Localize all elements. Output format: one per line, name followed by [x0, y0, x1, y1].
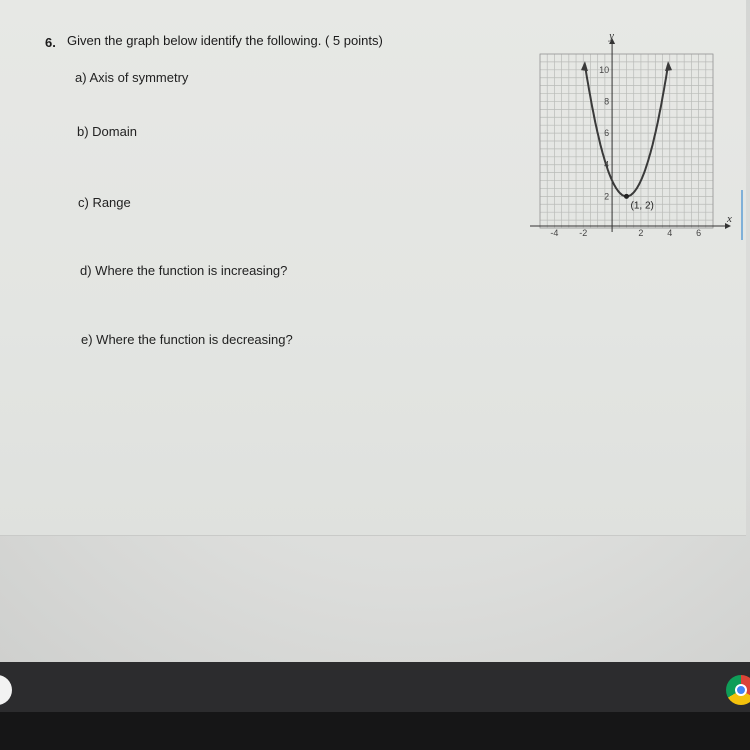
- parabola-graph: [528, 30, 738, 240]
- y-tick-label: 10: [599, 64, 610, 75]
- scrollbar[interactable]: [741, 190, 743, 240]
- y-tick-label: 6: [604, 128, 610, 139]
- question-number: 6.: [45, 35, 56, 50]
- part-c-label: c) Range: [78, 195, 131, 210]
- x-tick-label: 2: [638, 228, 644, 238]
- part-d-label: d) Where the function is increasing?: [80, 263, 288, 278]
- y-tick-label: 2: [604, 191, 610, 202]
- y-tick-label: 8: [604, 96, 610, 107]
- x-tick-label: -4: [550, 228, 559, 238]
- question-text: Given the graph below identify the following. ( 5 points): [67, 33, 383, 48]
- curve-arrow-left: [581, 61, 588, 71]
- y-axis-label: y: [609, 30, 614, 42]
- x-tick-label: 6: [696, 228, 702, 238]
- vertex-point: [624, 194, 629, 199]
- part-b-label: b) Domain: [77, 124, 137, 139]
- y-tick-label: 4: [604, 159, 610, 170]
- taskbar: [0, 662, 750, 712]
- x-axis-label: x: [727, 213, 732, 225]
- vertex-label: (1, 2): [630, 200, 654, 212]
- x-tick-label: -2: [579, 228, 588, 238]
- part-e-label: e) Where the function is decreasing?: [81, 332, 293, 347]
- part-a-label: a) Axis of symmetry: [75, 70, 189, 85]
- curve-arrow-right: [665, 61, 672, 71]
- bottom-bezel: [0, 712, 750, 750]
- chrome-icon[interactable]: [726, 675, 750, 705]
- x-tick-label: 4: [667, 228, 673, 238]
